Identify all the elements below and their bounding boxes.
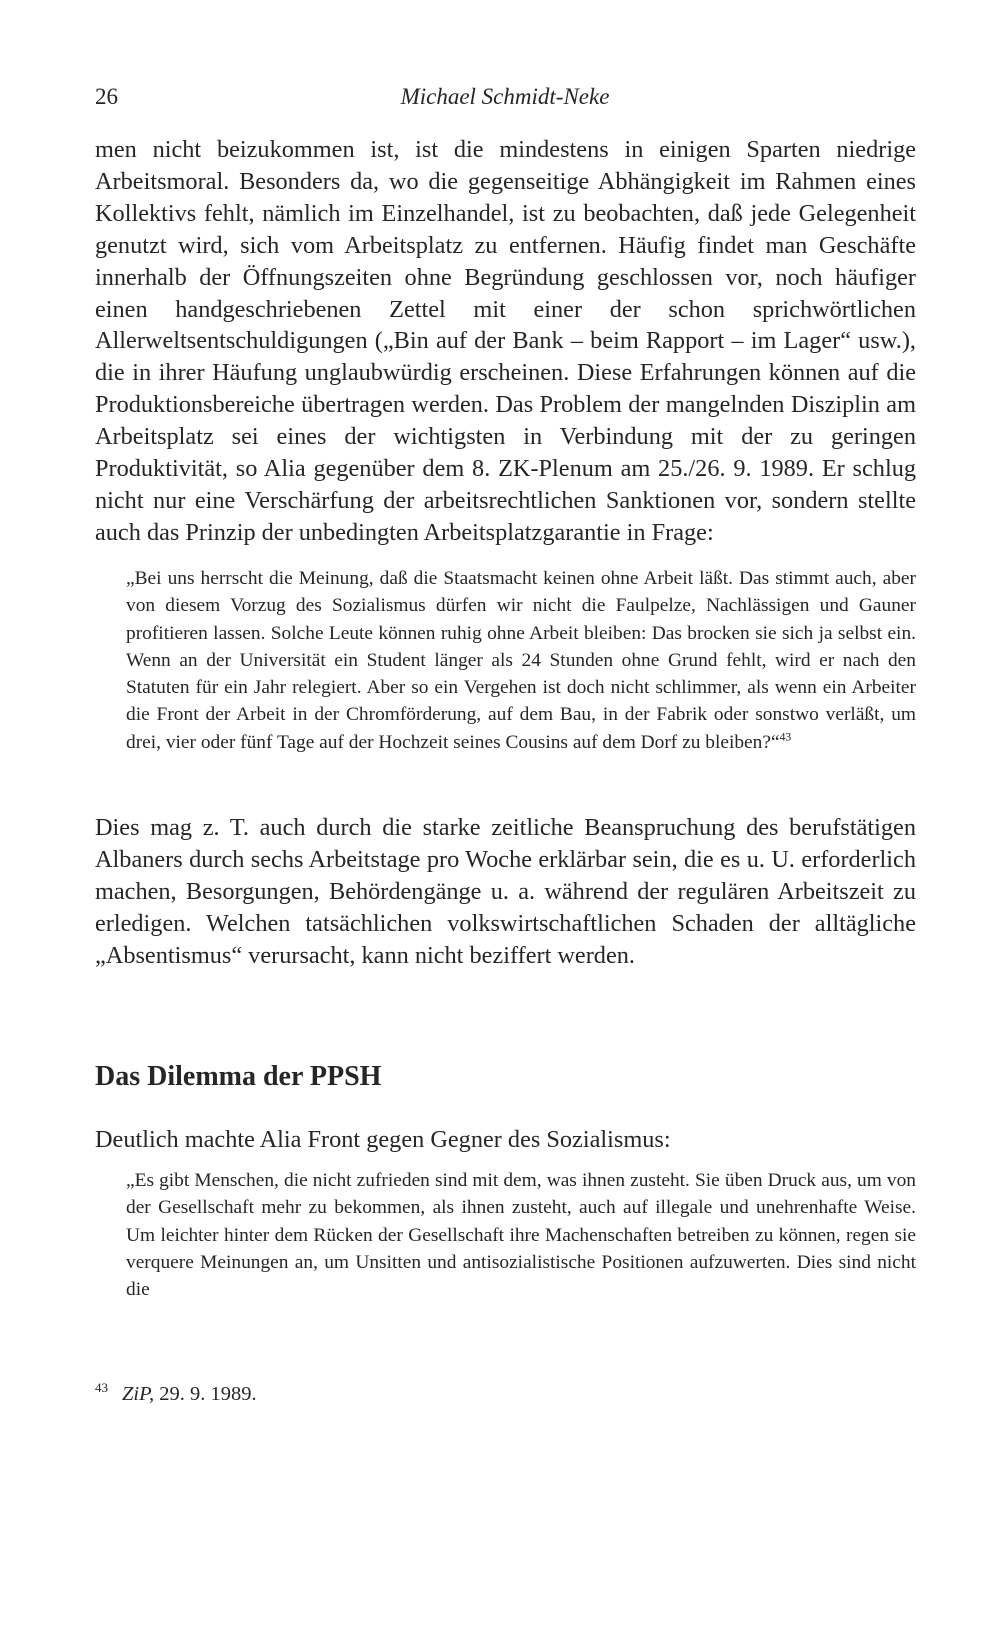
section-heading: Das Dilemma der PPSH bbox=[95, 1061, 382, 1092]
block-quote-2-text: „Es gibt Menschen, die nicht zufrieden sind mit dem, was ihnen zusteht. Sie üben Druck aus, um von der Gesellschaft mehr zu bekommen, als ihnen zusteht, auch auf illegale und unehrenhafte Weise. Um leichter hinter dem Rücken der Gesellschaft ihre Machenschaften betreiben zu können, regen sie verquere Meinungen an, um Unsitten und antisozialistische Positionen aufzuwerten. Dies sind nicht die bbox=[126, 1170, 916, 1301]
block-quote-1-content: „Bei uns herrscht die Meinung, daß die Staatsmacht keinen ohne Arbeit läßt. Das stimmt auch, aber von diesem Vorzug des Sozialismus dürfen wir nicht die Faulpelze, Nachlässigen und Gauner profitieren lassen. Solche Leute können ruhig ohne Arbeit bleiben: Das brocken sie sich ja selbst ein. Wenn an der Universität ein Student länger als 24 Stunden ohne Grund fehlt, wird er nach den Statuten für ein Jahr relegiert. Aber so ein Vergehen ist doch nicht schlimmer, als wenn ein Arbeiter die Front der Arbeit in der Chromförderung, auf dem Bau, in der Fabrik oder sonstwo verläßt, um drei, vier oder fünf Tage auf der Hochzeit seines Cousins auf dem Dorf zu bleiben?“ bbox=[126, 568, 916, 753]
footnote-43 bbox=[95, 1380, 257, 1406]
footnote-date: 29. 9. 1989. bbox=[159, 1382, 257, 1405]
page-header bbox=[95, 84, 915, 120]
block-quote-2 bbox=[126, 1167, 916, 1303]
footnote-source: ZiP, bbox=[122, 1382, 155, 1405]
body-paragraph-2-block bbox=[95, 812, 916, 972]
footnote-number: 43 bbox=[95, 1380, 108, 1395]
body-paragraph-1: men nicht beizukommen ist, ist die mindestens in einigen Sparten niedrige Arbeitsmoral. Besonders da, wo die gegenseitige Abhängigkeit im Rahmen eines Kollektivs fehlt, nämlich im Einzelhandel, ist zu beobachten, daß jede Gelegenheit genutzt wird, sich vom Arbeitsplatz zu entfernen. Häufig findet man Geschäfte innerhalb der Öffnungszeiten ohne Begründung geschlossen vor, noch häufiger einen handgeschriebenen Zettel mit einer der schon sprichwörtlichen Allerweltsentschuldigungen („Bin auf der Bank – beim Rapport – im Lager“ usw.), die in ihrer Häufung unglaubwürdig erscheinen. Diese Erfahrungen können auf die Produktionsbereiche übertragen werden. Das Problem der mangelnden Disziplin am Arbeitsplatz sei eines der wichtigsten in Verbindung mit der zu geringen Produktivität, so Alia gegenüber dem 8. ZK-Plenum am 25./26. 9. 1989. Er schlug nicht nur eine Verschärfung der arbeitsrechtlichen Sanktionen vor, sondern stellte auch das Prinzip der unbedingten Arbeitsplatzgarantie in Frage: bbox=[95, 136, 916, 546]
page-number: 26 bbox=[95, 84, 118, 109]
body-paragraph-3: Deutlich machte Alia Front gegen Gegner des Sozialismus: bbox=[95, 1126, 671, 1153]
body-paragraph-2: Dies mag z. T. auch durch die starke zeitliche Beanspruchung des berufstätigen Albaners durch sechs Arbeitstage pro Woche erklärbar sein, die es u. U. erforderlich machen, Besorgungen, Behördengänge u. a. während der regulären Arbeitszeit zu erledigen. Welchen tatsächlichen volkswirtschaftlichen Schaden der alltägliche „Absentismus“ verursacht, kann nicht beziffert werden. bbox=[95, 814, 916, 969]
block-quote-1 bbox=[126, 565, 916, 756]
footnote-reference-43: 43 bbox=[779, 730, 792, 744]
body-paragraph-3-block bbox=[95, 1124, 916, 1156]
block-quote-1-text bbox=[126, 565, 916, 756]
running-head-author: Michael Schmidt-Neke bbox=[400, 84, 610, 109]
body-paragraph-1-block bbox=[95, 134, 916, 549]
